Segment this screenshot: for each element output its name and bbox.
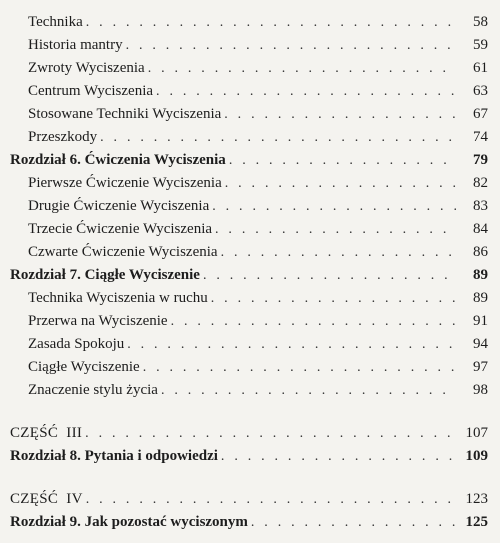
toc-entry-title: Technika [28, 14, 83, 30]
toc-entry-page: 97 [473, 359, 488, 375]
toc-entry-page: 59 [473, 37, 488, 53]
dot-leader [171, 311, 456, 333]
dot-leader [221, 242, 456, 264]
toc-entry-page: 67 [473, 106, 488, 122]
toc-entry-centrum-wyciszenia [0, 80, 500, 102]
toc-entry-page: 94 [473, 336, 488, 352]
toc-part-title: CZĘŚĆ IV [10, 491, 83, 507]
toc-entry-title: Ciągłe Wyciszenie [28, 359, 140, 375]
toc-entry-przerwa [0, 310, 500, 332]
dot-leader [203, 265, 456, 287]
toc-entry-zwroty-wyciszenia [0, 57, 500, 79]
toc-chapter-page: 79 [473, 152, 488, 168]
dot-leader [86, 489, 456, 511]
toc-part-title: CZĘŚĆ III [10, 425, 83, 441]
toc-entry-title: Pierwsze Ćwiczenie Wyciszenia [28, 175, 222, 191]
toc-entry-title: Przerwa na Wyciszenie [28, 313, 168, 329]
toc-entry-title: Drugie Ćwiczenie Wyciszenia [28, 198, 210, 214]
toc-entry-title: Trzecie Ćwiczenie Wyciszenia [28, 221, 213, 237]
toc-entry-stosowane-techniki [0, 103, 500, 125]
toc-entry-znaczenie-stylu [0, 379, 500, 401]
toc-entry-technika [0, 11, 500, 33]
toc-chapter-title: Rozdział 6. Ćwiczenia Wyciszenia [10, 152, 226, 168]
toc-chapter-title: Rozdział 7. Ciągłe Wyciszenie [10, 267, 200, 283]
toc-entry-historia-mantry [0, 34, 500, 56]
toc-entry-title: Zasada Spokoju [28, 336, 125, 352]
toc-entry-page: 84 [473, 221, 488, 237]
toc-entry-title: Czwarte Ćwiczenie Wyciszenia [28, 244, 218, 260]
toc-chapter-6 [0, 149, 500, 171]
toc-part-page: 123 [465, 491, 488, 507]
toc-chapter-page: 125 [465, 514, 488, 530]
toc-entry-page: 98 [473, 382, 488, 398]
toc-entry-title: Przeszkody [28, 129, 98, 145]
dot-leader [127, 334, 456, 356]
toc-entry-page: 63 [473, 83, 488, 99]
toc-entry-page: 89 [473, 290, 488, 306]
toc-part-4 [0, 488, 500, 510]
toc-entry-title: Historia mantry [28, 37, 123, 53]
toc-entry-title: Centrum Wyciszenia [28, 83, 154, 99]
toc-chapter-7 [0, 264, 500, 286]
dot-leader [211, 288, 456, 310]
toc-entry-technika-w-ruchu [0, 287, 500, 309]
dot-leader [100, 127, 456, 149]
toc-chapter-8 [0, 445, 500, 467]
toc-entry-zasada-spokoju [0, 333, 500, 355]
toc-chapter-page: 109 [465, 448, 488, 464]
toc-chapter-title: Rozdział 9. Jak pozostać wyciszonym [10, 514, 248, 530]
dot-leader [251, 512, 456, 534]
dot-leader [212, 196, 456, 218]
toc-entry-trzecie-cwiczenie [0, 218, 500, 240]
toc-entry-ciagle-wyciszenie [0, 356, 500, 378]
dot-leader [143, 357, 456, 379]
toc-entry-page: 61 [473, 60, 488, 76]
toc-chapter-page: 89 [473, 267, 488, 283]
toc-entry-page: 74 [473, 129, 488, 145]
toc-entry-czwarte-cwiczenie [0, 241, 500, 263]
dot-leader [161, 380, 456, 402]
dot-leader [126, 35, 456, 57]
dot-leader [221, 446, 456, 468]
toc-entry-pierwsze-cwiczenie [0, 172, 500, 194]
dot-leader [225, 173, 456, 195]
toc-entry-przeszkody [0, 126, 500, 148]
dot-leader [229, 150, 456, 172]
dot-leader [148, 58, 456, 80]
toc-entry-page: 86 [473, 244, 488, 260]
dot-leader [85, 423, 456, 445]
toc-chapter-9 [0, 511, 500, 533]
toc-entry-page: 83 [473, 198, 488, 214]
dot-leader [86, 12, 456, 34]
toc-entry-page: 91 [473, 313, 488, 329]
toc-entry-title: Technika Wyciszenia w ruchu [28, 290, 208, 306]
toc-entry-title: Zwroty Wyciszenia [28, 60, 145, 76]
toc-chapter-title: Rozdział 8. Pytania i odpowiedzi [10, 448, 218, 464]
dot-leader [215, 219, 456, 241]
toc-entry-drugie-cwiczenie [0, 195, 500, 217]
toc-entry-title: Znaczenie stylu życia [28, 382, 158, 398]
toc-entry-page: 82 [473, 175, 488, 191]
toc-part-3 [0, 422, 500, 444]
toc-part-page: 107 [465, 425, 488, 441]
dot-leader [224, 104, 456, 126]
dot-leader [156, 81, 456, 103]
toc-entry-page: 58 [473, 14, 488, 30]
toc-entry-title: Stosowane Techniki Wyciszenia [28, 106, 222, 122]
